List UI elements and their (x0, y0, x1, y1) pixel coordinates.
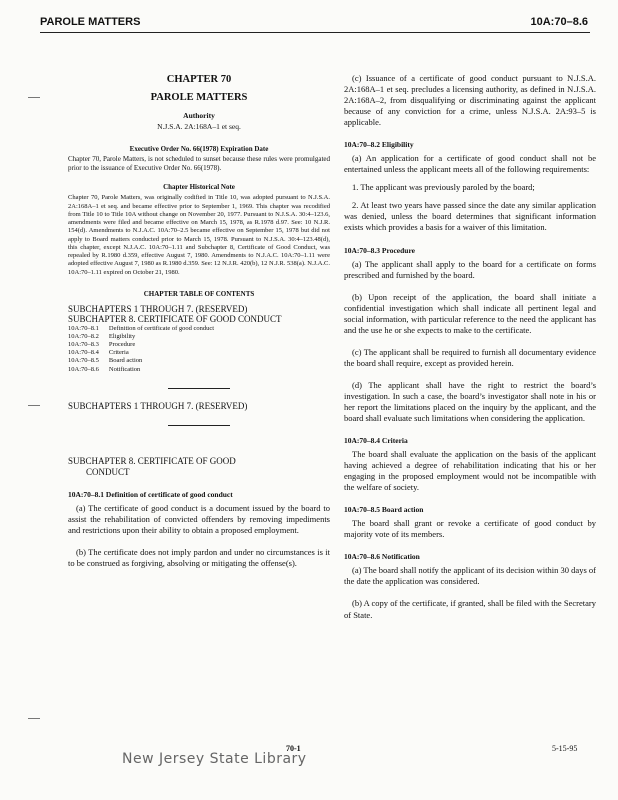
header-rule (40, 32, 590, 33)
toc-entry: Eligibility (108, 333, 136, 341)
toc-num: 10A:70–8.3 (68, 341, 99, 349)
toc-num: 10A:70–8.5 (68, 357, 99, 365)
margin-mark (28, 97, 40, 98)
section-8-3-c: (c) The applicant shall be required to furnish all documentary evidence the board shall require, except as provided herein. (344, 346, 596, 368)
section-8-6-a: (a) The board shall notify the applicant of its decision within 30 days of the date the application was considered. (344, 565, 596, 587)
subchapter-8-heading-line1: SUBCHAPTER 8. CERTIFICATE OF GOOD (68, 456, 236, 467)
section-8-4-text: The board shall evaluate the application on the basis of the applicant having achieved a degree of rehabilitation indicating that his or her engaging in the proposed employment would not be incompatible with the welfare of society. (344, 449, 596, 493)
section-8-1-b: (b) The certificate does not imply pardon and under no circumstances is it to be construed as forgiving, absolving or mitigating the offense(s). (68, 547, 330, 569)
left-column (68, 40, 330, 569)
executive-order-note (68, 145, 330, 172)
margin-mark (28, 718, 40, 719)
historical-note-title: Chapter Historical Note (163, 183, 235, 192)
section-8-3-title: 10A:70–8.3 Procedure (344, 245, 415, 255)
right-column (344, 40, 596, 621)
toc-row (68, 357, 224, 365)
toc-subchapter-8: SUBCHAPTER 8. CERTIFICATE OF GOOD CONDUCT (68, 313, 282, 324)
toc-table (68, 325, 224, 374)
toc-entry: Procedure (108, 341, 136, 349)
section-divider (168, 425, 230, 426)
toc-entry: Notification (108, 365, 141, 373)
chapter-title: PAROLE MATTERS (150, 92, 248, 103)
toc-row (68, 349, 224, 357)
toc-subchapters-reserved: SUBCHAPTERS 1 THROUGH 7. (RESERVED) (68, 303, 248, 314)
toc-entry: Definition of certificate of good conduct (108, 324, 215, 332)
toc-row (68, 333, 224, 341)
header-section-range: 10A:70–8.6 (530, 16, 588, 28)
authority-label: Authority (183, 111, 215, 120)
section-8-1-c: (c) Issuance of a certificate of good conduct pursuant to N.J.S.A. 2A:168A–1 et seq. precludes a licensing authority, as defined in N.J.S.A. 2A:168A–2, from disqualifying or discriminating against the applicant because of any conviction for a crime, unless N.J.S.A. 2A:93–5 is applicable. (344, 73, 596, 128)
section-8-5-title: 10A:70–8.5 Board action (344, 505, 424, 515)
toc-row (68, 325, 224, 333)
toc-title: CHAPTER TABLE OF CONTENTS (143, 289, 255, 298)
subchapter-8-heading (68, 456, 330, 478)
executive-order-title: Executive Order No. 66(1978) Expiration Date (129, 145, 269, 153)
margin-mark (28, 405, 40, 406)
section-8-2-item-1: 1. The applicant was previously paroled by the board; (352, 182, 535, 193)
header-title: PAROLE MATTERS (40, 16, 141, 28)
toc-num: 10A:70–8.6 (68, 365, 99, 373)
section-8-3-d: (d) The applicant shall have the right to restrict the board’s investigation. In such a case, the board’s investigator shall note in his or her report the limitations placed on the inquiry by the applicant, and the board shall evaluate such limitations when considering the application. (344, 379, 596, 424)
revision-date: 5-15-95 (552, 744, 578, 753)
section-8-2-item-2: 2. At least two years have passed since the date any similar application was denied, unless the board determines that significant information exists which provides a basis for a waiver of this limitation. (344, 200, 596, 233)
executive-order-text: Chapter 70, Parole Matters, is not scheduled to sunset because these rules were promulgated prior to the issuance of Executive Order No. 66(1978). (68, 154, 330, 172)
section-8-3-a: (a) The applicant shall apply to the board for a certificate on forms prescribed and furnished by the board. (344, 258, 596, 280)
library-stamp: New Jersey State Library (122, 751, 307, 767)
subchapter-8-heading-line2: CONDUCT (86, 467, 130, 478)
toc-num: 10A:70–8.2 (68, 333, 99, 341)
toc-num: 10A:70–8.1 (68, 324, 99, 332)
toc-entry: Board action (108, 357, 143, 365)
section-8-4-title: 10A:70–8.4 Criteria (344, 436, 408, 446)
section-8-5-text: The board shall grant or revoke a certificate of good conduct by majority vote of its members. (344, 518, 596, 540)
section-8-6-title: 10A:70–8.6 Notification (344, 552, 420, 562)
page-number: 70-1 (286, 744, 301, 753)
section-8-6-b: (b) A copy of the certificate, if granted, shall be filed with the Secretary of State. (344, 598, 596, 620)
section-8-3-b: (b) Upon receipt of the application, the board shall initiate a confidential investigation which shall indicate all pertinent legal and social information, with particular reference to the need the applicant has and the use he or she expects to make to the certificate. (344, 291, 596, 335)
section-8-2-a: (a) An application for a certificate of good conduct shall not be entertained unless the applicant meets all of the following requirements: (344, 153, 596, 175)
toc-num: 10A:70–8.4 (68, 349, 99, 357)
historical-note-text: Chapter 70, Parole Matters, was originally codified in Title 10, was adopted pursuant to N.J.S.A. 2A:168A–1 et seq. and became effective prior to September 1, 1969. This chapter was recodified from Title 10 to Title 10A without change on November 20, 1977. Pursuant to N.J.S.A. 30:4–123.6, amendments were filed and became effective on March 15, 1978, as R.1978 d.97. See: 10 N.J.R. 154(d). Amendments to N.J.A.C. 10A:70–2.5 became effective on September 15, 1978 but did not apply to Board matters conducted prior to March 15, 1978. Pursuant to N.J.S.A. 30:4–123.48(d), this chapter, except N.J.A.C. 10A:70–1.11 and Subchapter 8, Certificate of Good Conduct, was repealed by R.1980 d.359, effective August 7, 1980. Amendments to N.J.A.C. 10A:70–1.11 were adopted effective August 7, 1980 as R.1980 d.359. See: 12 N.J.R. 420(b), 12 N.J.R. 538(a). N.J.A.C. 10A:70–1.11 expired on October 21, 1980. (68, 194, 330, 276)
section-divider (168, 388, 230, 389)
running-header (40, 16, 588, 30)
chapter-number: CHAPTER 70 (166, 74, 232, 85)
subchapters-reserved-heading: SUBCHAPTERS 1 THROUGH 7. (RESERVED) (68, 400, 248, 411)
authority-text: N.J.S.A. 2A:168A–1 et seq. (157, 122, 241, 131)
section-8-1-title: 10A:70–8.1 Definition of certificate of good conduct (68, 490, 233, 500)
section-8-2-title: 10A:70–8.2 Eligibility (344, 140, 414, 150)
toc-row (68, 341, 224, 349)
section-8-1-a: (a) The certificate of good conduct is a document issued by the board to assist the rehabilitation of convicted offenders by removing impediments and restrictions upon their ability to obtain a proposed employment. (68, 503, 330, 536)
toc-row (68, 366, 224, 374)
toc-entry: Criteria (108, 349, 129, 357)
